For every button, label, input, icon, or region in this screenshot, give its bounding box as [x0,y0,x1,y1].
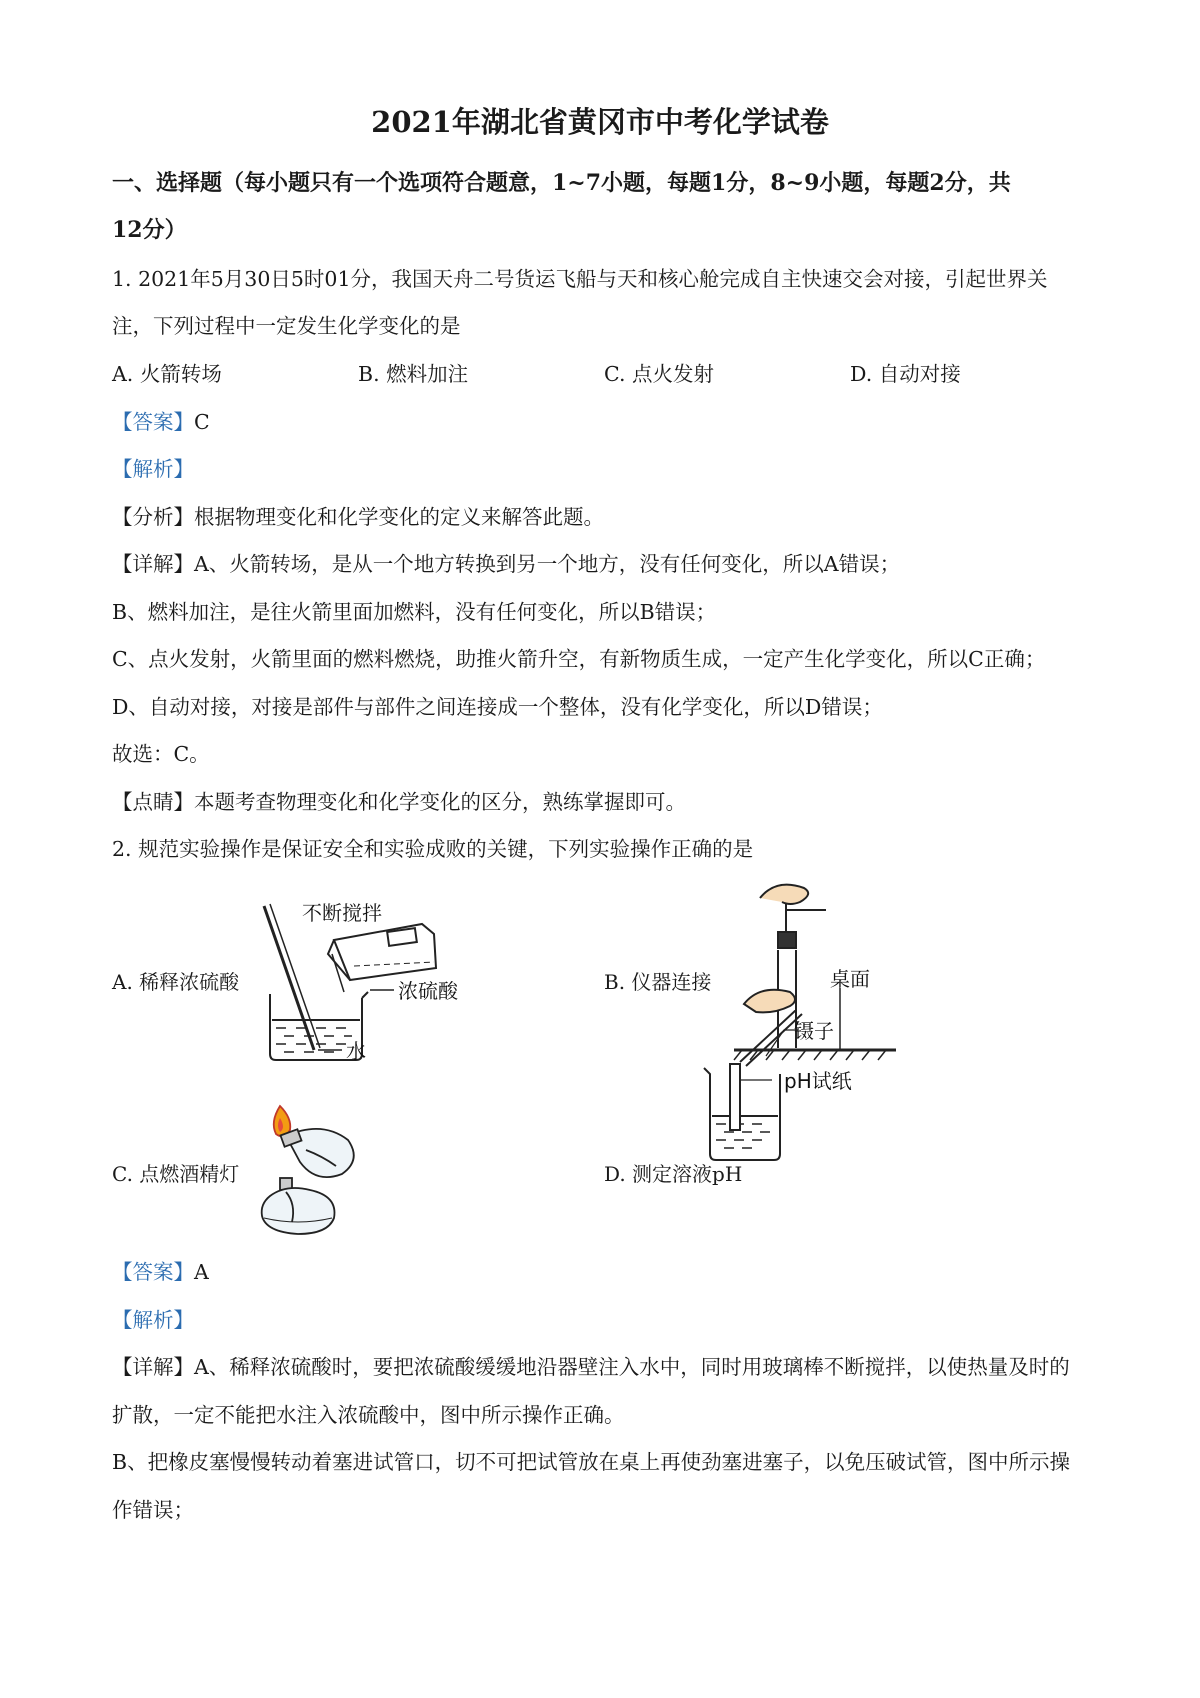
q1-option-a: A. 火箭转场 [112,362,222,386]
q2-option-b: B. 仪器连接 [604,970,712,994]
q1-answer [112,405,210,435]
q1-stem-line1: 1. 2021年5月30日5时01分，我国天舟二号货运飞船与天和核心舱完成自主快速交会对接，引起世界关 [112,267,1048,291]
q1-analysis-tag: 【解析】 [112,457,194,481]
q1-analysis-line: 【详解】A、火箭转场，是从一个地方转换到另一个地方，没有任何变化，所以A错误； [112,552,901,576]
figure-alcohol-lamp [252,1100,382,1240]
q2-analysis-tag: 【解析】 [112,1308,194,1332]
section-heading-line2: 12分） [112,217,187,243]
q2-answer-tag: 【答案】 [112,1260,194,1284]
q1-analysis-line: 故选：C。 [112,742,210,766]
q2-answer [112,1255,209,1285]
q1-option-b: B. 燃料加注 [358,362,469,386]
q1-option-c: C. 点火发射 [604,362,714,386]
q2-option-a: A. 稀释浓硫酸 [112,970,240,994]
label-table: 桌面 [830,967,870,991]
q2-analysis-line: 作错误； [112,1498,194,1522]
label-tweezers: 镊子 [794,1019,834,1043]
q2-analysis-line: B、把橡皮塞慢慢转动着塞进试管口，切不可把试管放在桌上再使劲塞进塞子，以免压破试管，图中所示操 [112,1450,1071,1474]
q1-analysis-line: 【分析】根据物理变化和化学变化的定义来解答此题。 [112,505,604,529]
label-stir: 不断搅拌 [302,901,382,925]
q1-option-d: D. 自动对接 [850,362,961,386]
label-acid: 浓硫酸 [398,979,458,1003]
q1-analysis-line: D、自动对接，对接是部件与部件之间连接成一个整体，没有化学变化，所以D错误； [112,695,883,719]
q1-stem-line2: 注，下列过程中一定发生化学变化的是 [112,314,461,338]
label-water: 水 [346,1039,366,1063]
section-heading-line1: 一、选择题（每小题只有一个选项符合题意，1~7小题，每题1分，8~9小题，每题2分，共 [112,170,1011,196]
q2-option-c: C. 点燃酒精灯 [112,1162,240,1186]
q2-analysis-line: 扩散，一定不能把水注入浓硫酸中，图中所示操作正确。 [112,1403,625,1427]
q2-analysis-line: 【详解】A、稀释浓硫酸时，要把浓硫酸缓缓地沿器壁注入水中，同时用玻璃棒不断搅拌，以使热量及时的 [112,1355,1070,1379]
q2-option-d: D. 测定溶液pH [604,1162,743,1186]
q2-answer-value: A [194,1260,209,1284]
q1-answer-tag: 【答案】 [112,410,194,434]
q1-answer-value: C [194,410,210,434]
figure-ph-measurement [700,1010,900,1170]
label-ph-paper: pH试纸 [784,1069,852,1093]
figure-dilute-acid [262,894,482,1064]
page-title: 2021年湖北省黄冈市中考化学试卷 [371,105,829,139]
q2-stem: 2. 规范实验操作是保证安全和实验成败的关键，下列实验操作正确的是 [112,837,754,861]
q1-analysis-line: C、点火发射，火箭里面的燃料燃烧，助推火箭升空，有新物质生成，一定产生化学变化，所以C正确； [112,647,1046,671]
q1-analysis-line: 【点睛】本题考查物理变化和化学变化的区分，熟练掌握即可。 [112,790,686,814]
q1-analysis-line: B、燃料加注，是往火箭里面加燃料，没有任何变化，所以B错误； [112,600,717,624]
